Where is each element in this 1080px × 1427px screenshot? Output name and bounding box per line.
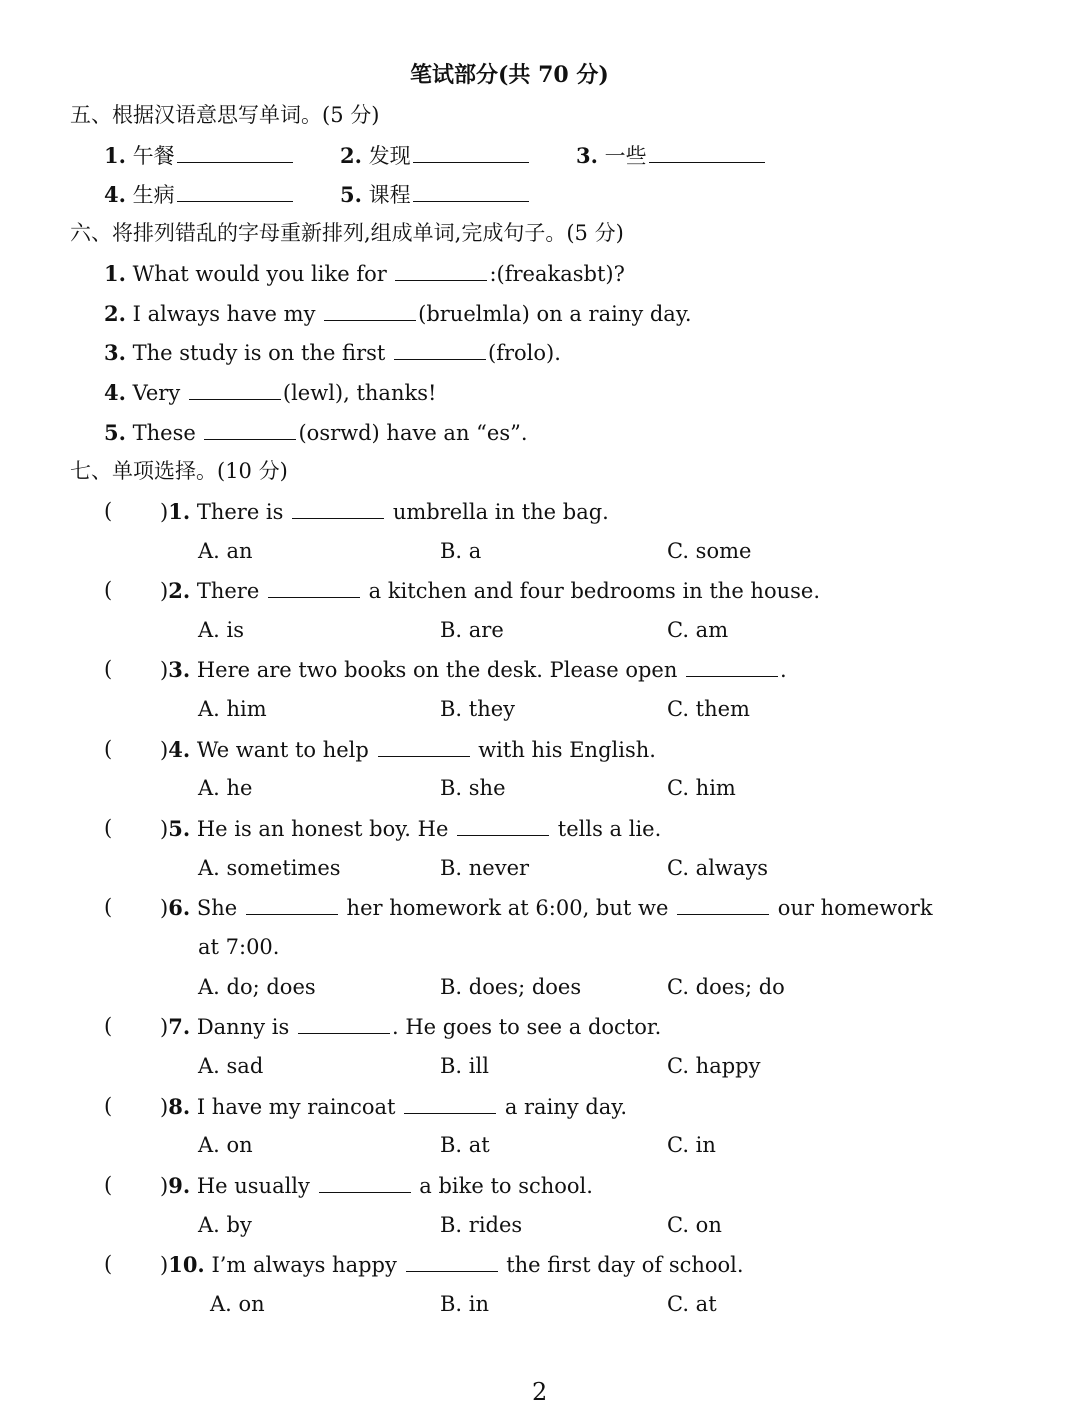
answer-paren-open: (: [104, 578, 113, 602]
answer-blank[interactable]: [413, 142, 529, 163]
s5-item-1: 1. 午餐: [104, 142, 295, 169]
q2-option-a[interactable]: A. is: [198, 618, 245, 642]
answer-blank[interactable]: [324, 300, 416, 321]
answer-paren-open: (: [104, 1014, 113, 1038]
answer-blank[interactable]: [649, 142, 765, 163]
q1: )1. There is umbrella in the bag.: [160, 499, 609, 524]
answer-paren-open: (: [104, 816, 113, 840]
answer-blank[interactable]: [686, 656, 778, 677]
q7-option-c[interactable]: C. happy: [667, 1054, 761, 1078]
page-number: 2: [532, 1378, 548, 1406]
answer-blank[interactable]: [404, 1093, 496, 1114]
s5-item-2: 2. 发现: [340, 142, 531, 169]
q10-option-a[interactable]: A. on: [210, 1292, 265, 1316]
s5-item-4: 4. 生病: [104, 181, 295, 208]
q5-option-c[interactable]: C. always: [667, 856, 769, 880]
q8: )8. I have my raincoat a rainy day.: [160, 1094, 628, 1119]
q4-option-c[interactable]: C. him: [667, 776, 736, 800]
s5-item-5: 5. 课程: [340, 181, 531, 208]
section6-heading: 六、将排列错乱的字母重新排列,组成单词,完成句子。(5 分): [70, 221, 624, 245]
answer-blank[interactable]: [292, 498, 384, 519]
q1-option-c[interactable]: C. some: [667, 539, 752, 563]
q10-option-b[interactable]: B. in: [440, 1292, 490, 1316]
q7-option-a[interactable]: A. sad: [198, 1054, 264, 1078]
q8-option-c[interactable]: C. in: [667, 1133, 716, 1157]
q4-option-b[interactable]: B. she: [440, 776, 506, 800]
q6-option-b[interactable]: B. does; does: [440, 975, 582, 999]
q1-option-a[interactable]: A. an: [198, 539, 253, 563]
q9-option-a[interactable]: A. by: [198, 1213, 252, 1237]
answer-paren-open: (: [104, 499, 113, 523]
q4-option-a[interactable]: A. he: [198, 776, 253, 800]
q3-option-a[interactable]: A. him: [198, 697, 267, 721]
s6-item-4: 4. Very (lewl), thanks!: [104, 380, 437, 405]
answer-blank[interactable]: [268, 577, 360, 598]
q7-option-b[interactable]: B. ill: [440, 1054, 489, 1078]
q2-option-c[interactable]: C. am: [667, 618, 729, 642]
q6-option-c[interactable]: C. does; do: [667, 975, 785, 999]
answer-blank[interactable]: [246, 894, 338, 915]
answer-blank[interactable]: [378, 736, 470, 757]
q2-option-b[interactable]: B. are: [440, 618, 504, 642]
q1-option-b[interactable]: B. a: [440, 539, 482, 563]
q5: )5. He is an honest boy. He tells a lie.: [160, 816, 662, 841]
s6-item-1: 1. What would you like for :(freakasbt)?: [104, 261, 625, 286]
answer-paren-open: (: [104, 1094, 113, 1118]
q6-line2: at 7:00.: [198, 935, 280, 959]
answer-paren-open: (: [104, 1252, 113, 1276]
s6-item-5: 5. These (osrwd) have an “es”.: [104, 420, 528, 445]
answer-blank[interactable]: [395, 260, 487, 281]
q3-option-c[interactable]: C. them: [667, 697, 750, 721]
answer-blank[interactable]: [394, 339, 486, 360]
q5-option-b[interactable]: B. never: [440, 856, 530, 880]
q6: )6. She her homework at 6:00, but we our homework: [160, 895, 933, 920]
q10: )10. I’m always happy the first day of school.: [160, 1252, 744, 1277]
answer-blank[interactable]: [177, 142, 293, 163]
section5-heading: 五、根据汉语意思写单词。(5 分): [70, 103, 380, 127]
answer-blank[interactable]: [189, 379, 281, 400]
q2: )2. There a kitchen and four bedrooms in the house.: [160, 578, 821, 603]
q3-option-b[interactable]: B. they: [440, 697, 516, 721]
q3: )3. Here are two books on the desk. Please open .: [160, 657, 787, 682]
q5-option-a[interactable]: A. sometimes: [198, 856, 341, 880]
answer-paren-open: (: [104, 657, 113, 681]
q7: )7. Danny is . He goes to see a doctor.: [160, 1014, 662, 1039]
q8-option-a[interactable]: A. on: [198, 1133, 253, 1157]
s5-item-3: 3. 一些: [576, 142, 767, 169]
answer-blank[interactable]: [319, 1172, 411, 1193]
s6-item-3: 3. The study is on the first (frolo).: [104, 340, 561, 365]
answer-blank[interactable]: [177, 181, 293, 202]
q9: )9. He usually a bike to school.: [160, 1173, 593, 1198]
answer-blank[interactable]: [457, 815, 549, 836]
s6-item-2: 2. I always have my (bruelmla) on a rainy day.: [104, 301, 692, 326]
answer-paren-open: (: [104, 1173, 113, 1197]
answer-paren-open: (: [104, 895, 113, 919]
answer-blank[interactable]: [413, 181, 529, 202]
q10-option-c[interactable]: C. at: [667, 1292, 717, 1316]
answer-blank[interactable]: [298, 1013, 390, 1034]
q6-option-a[interactable]: A. do; does: [198, 975, 316, 999]
section7-heading: 七、单项选择。(10 分): [70, 459, 288, 483]
q8-option-b[interactable]: B. at: [440, 1133, 490, 1157]
page-title: 笔试部分(共 70 分): [410, 62, 609, 88]
answer-blank[interactable]: [406, 1251, 498, 1272]
answer-blank[interactable]: [204, 419, 296, 440]
q9-option-c[interactable]: C. on: [667, 1213, 722, 1237]
answer-blank[interactable]: [677, 894, 769, 915]
q9-option-b[interactable]: B. rides: [440, 1213, 523, 1237]
answer-paren-open: (: [104, 737, 113, 761]
q4: )4. We want to help with his English.: [160, 737, 656, 762]
